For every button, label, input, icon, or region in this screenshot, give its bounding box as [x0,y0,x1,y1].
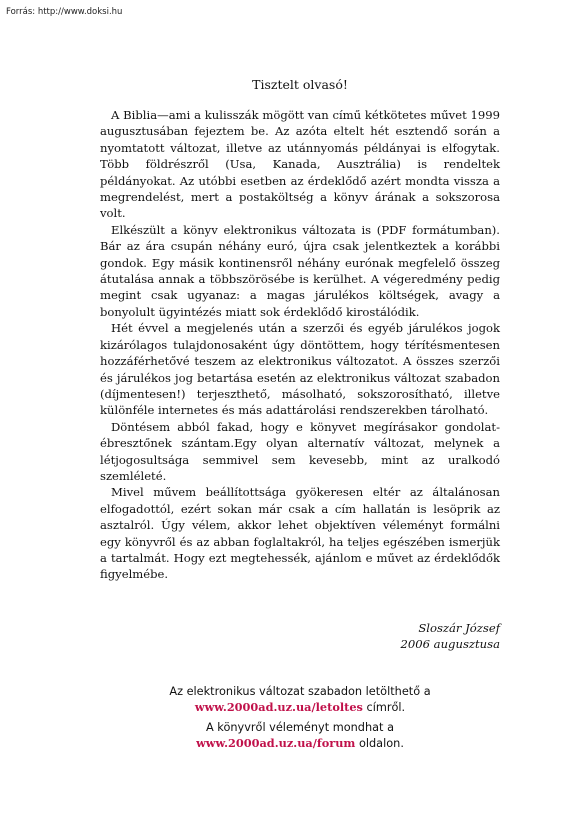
download-line [100,700,500,716]
download-text: Az elektronikus változat szabadon letölthető a [169,685,431,698]
download-suffix: címről. [362,700,406,714]
forum-link[interactable]: www.2000ad.uz.ua/forum [196,735,356,750]
forum-notice [100,720,500,751]
letter-title: Tisztelt olvasó! [252,77,348,92]
forum-suffix: oldalon. [355,736,404,750]
paragraph: Hét évvel a megjelenés után a szerzői és egyéb járulékos jogok kizárólagos tulajdonosaként úgy döntöttem, hogy térítésmentesen hozzáférhetővé teszem az elektronikus változatot. A összes szerzői és járulékos jog betartása esetén az elektronikus változat szabadon (díjmentesen!) terjeszthető, másolható, sokszorosítható, illetve különféle internetes és más adattárolási rendszerekben tárolható. [100,321,500,418]
paragraph: Mivel művem beállítottsága gyökeresen eltér az általánosan elfogadottól, ezért sokan már csak a cím hallatán is lesöprik az asztalról. Úgy vélem, akkor lehet objektíven véleményt formálni egy könyvről és az abban foglaltakról, ha teljes egészében ismerjük a tartalmát. Hogy ezt megtehessék, ajánlom e művet az érdeklődők figyelmébe. [100,485,500,582]
paragraph: A Biblia—ami a kulisszák mögött van című kétkötetes művet 1999 augusztusában fejeztem be. Az azóta eltelt hét esztendő során a nyomtatott változat, illetve az utánnyomás példányai is elfogytak. Több földrészről (Usa, Kanada, Ausztrália) is rendeltek példányokat. Az utóbbi esetben az érdeklődő azért mondta vissza a megrendelést, mert a postaköltség a könyv árának a sokszorosa volt. [100,108,500,221]
download-link[interactable]: www.2000ad.uz.ua/letoltes [194,699,363,714]
paragraph: Elkészült a könyv elektronikus változata is (PDF formátumban). Bár az ára csupán néhány euró, újra csak jelentkeztek a korábbi gondok. Egy másik kontinensről néhány eurónak megfelelő összeg átutalása annak a többszörösébe is kerülhet. A végeredmény pedig megint csak ugyanaz: a magas járulékos költségek, avagy a bonyolult ügyintézés miatt sok érdeklődő kirostálódik. [100,222,500,319]
source-line: Forrás: http://www.doksi.hu [6,7,123,17]
forum-line [100,736,500,752]
signature-date: 2006 augusztusa [400,637,500,651]
signature-name: Sloszár József [418,621,500,635]
download-notice [100,684,500,715]
forum-text: A könyvről véleményt mondhat a [205,721,394,734]
paragraph: Döntésem abból fakad, hogy e könyvet megírásakor gondolatébresztőnek szántam.Egy olyan alternatív változat, melynek a létjogosultsága semmivel sem kevesebb, mint az uralkodó szemléleté. [100,419,500,483]
letter-body [100,107,500,583]
letter [100,77,500,583]
